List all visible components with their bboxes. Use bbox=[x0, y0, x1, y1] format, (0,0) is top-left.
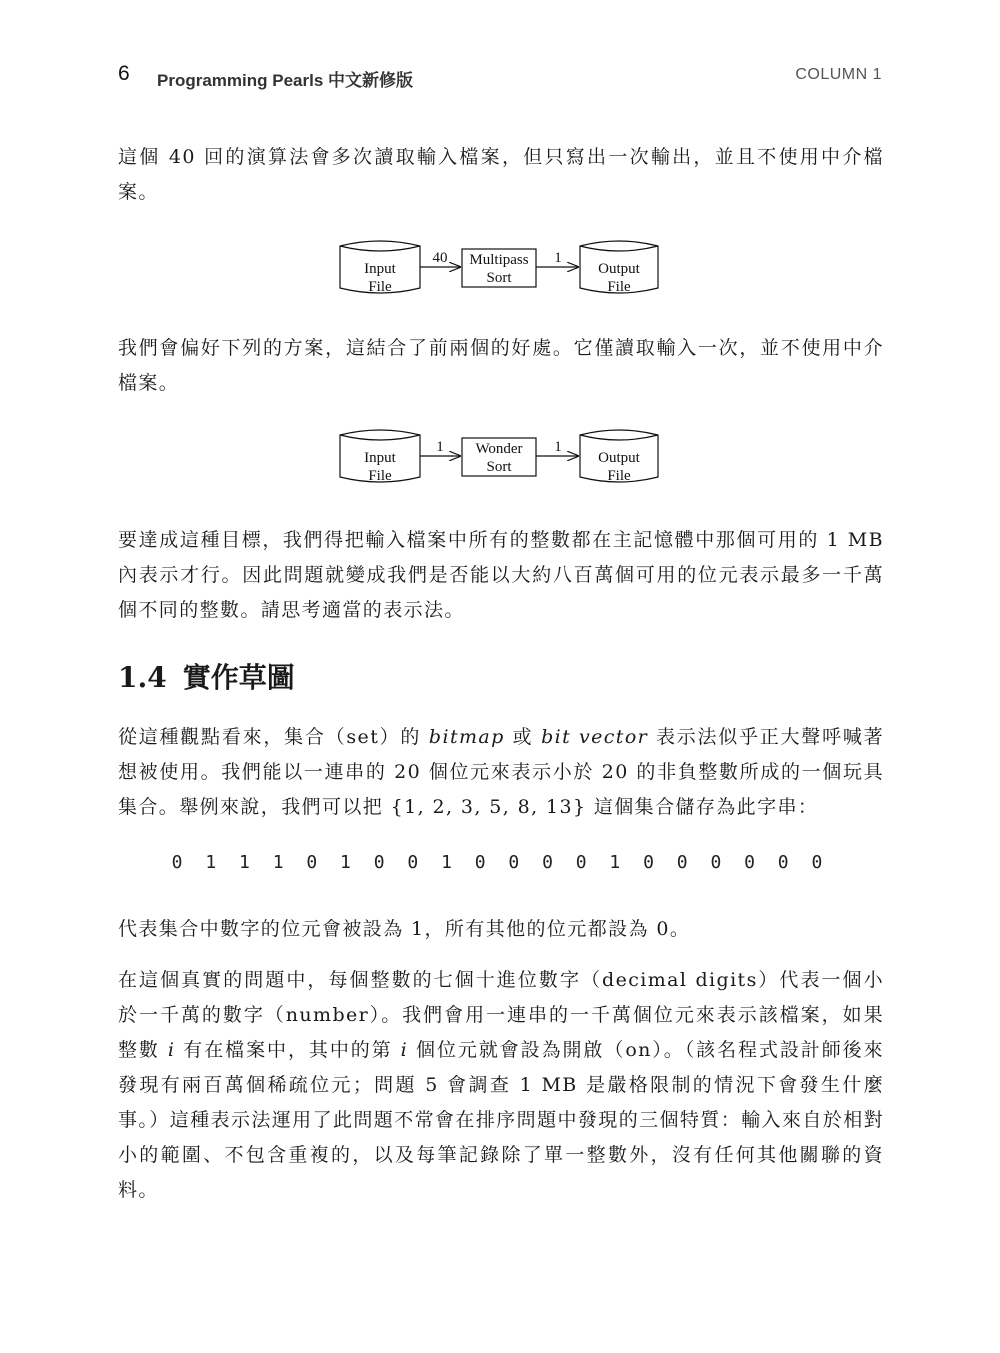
paragraph-3: 要達成這種目標，我們得把輸入檔案中所有的整數都在主記憶體中那個可用的 1 MB 內表示才行。因此問題就變成我們是否能以大約八百萬個可用的位元表示最多一千萬個不同的整數。請思考適當的表示法。 bbox=[118, 529, 884, 621]
input-file-cylinder bbox=[340, 430, 420, 484]
paragraph-2: 我們會偏好下列的方案，這結合了前兩個的好處。它僅讀取輸入一次，並不使用中介檔案。 bbox=[118, 337, 884, 394]
section-heading bbox=[118, 655, 295, 701]
paragraph-5: 代表集合中數字的位元會被設為 1，所有其他的位元都設為 0。 bbox=[118, 918, 691, 940]
flow-diagram-multipass bbox=[330, 236, 670, 308]
paragraph-6-text-c: 有在檔案中，其中的第 bbox=[175, 1039, 401, 1061]
paragraph-4-text-a: 從這種觀點看來，集合（set）的 bbox=[118, 726, 429, 748]
variable-i: i bbox=[400, 1039, 409, 1061]
book-title: Programming Pearls 中文新修版 bbox=[157, 71, 414, 90]
process-label-line2: Sort bbox=[486, 459, 512, 475]
term-bitmap: bitmap bbox=[428, 726, 505, 748]
output-label-line2: File bbox=[607, 468, 631, 484]
paragraph-6-text-a: 在這個真實的問題中，每個整數的七個十進位數字（decimal digits）代表一個小於一千萬的數字（number）。我們會用一連串的一千萬個位元來表示該檔案，如果整數 bbox=[118, 969, 884, 1061]
input-file-cylinder bbox=[340, 241, 420, 295]
flow-diagram-wonder bbox=[330, 425, 670, 497]
input-label-line1: Input bbox=[364, 261, 396, 277]
edge-label-passes: 1 bbox=[436, 439, 444, 455]
paragraph-4-text-c: 或 bbox=[504, 726, 542, 748]
edge-label-output: 1 bbox=[554, 250, 562, 266]
section-title: 實作草圖 bbox=[182, 661, 295, 694]
output-label-line1: Output bbox=[598, 450, 640, 466]
term-bit-vector: bit vector bbox=[541, 726, 649, 748]
paragraph-4 bbox=[118, 720, 884, 825]
output-file-cylinder bbox=[580, 430, 658, 484]
input-label-line2: File bbox=[368, 468, 392, 484]
output-label-line1: Output bbox=[598, 261, 640, 277]
paragraph-1: 這個 40 回的演算法會多次讀取輸入檔案，但只寫出一次輸出，並且不使用中介檔案。 bbox=[118, 146, 884, 203]
paragraph-4-text-e: 表示法似乎正大聲呼喊著想被使用。我們能以一連串的 20 個位元來表示小於 20 的非負整數所成的一個玩具集合。舉例來說，我們可以把 {1, 2, 3, 5, 8, 13} 這個集合儲存為此字串： bbox=[118, 726, 884, 818]
output-file-cylinder bbox=[580, 241, 658, 295]
wonder-sort-box bbox=[462, 438, 536, 476]
section-number: 1.4 bbox=[118, 661, 167, 694]
output-label-line2: File bbox=[607, 279, 631, 295]
multipass-sort-box bbox=[462, 249, 536, 287]
input-label-line2: File bbox=[368, 279, 392, 295]
page-header bbox=[118, 60, 882, 94]
column-label: COLUMN 1 bbox=[795, 66, 882, 83]
page-number: 6 bbox=[118, 62, 130, 85]
process-label-line1: Wonder bbox=[475, 441, 523, 457]
input-label-line1: Input bbox=[364, 450, 396, 466]
paragraph-6-text-e: 個位元就會設為開啟（on）。（該名程式設計師後來發現有兩百萬個稀疏位元；問題 5 會調查 1 MB 是嚴格限制的情況下會發生什麼事。）這種表示法運用了此問題不常會在排序問題中發現的三個特質：輸入來自於相對小的範圍、不包含重複的，以及每筆記錄除了單一整數外，沒有任何其他關聯的資料。 bbox=[118, 1039, 884, 1201]
process-label-line1: Multipass bbox=[469, 252, 529, 268]
process-label-line2: Sort bbox=[486, 270, 512, 286]
bit-string: 0 1 1 1 0 1 0 0 1 0 0 0 0 1 0 0 0 0 0 0 bbox=[171, 852, 829, 873]
paragraph-6 bbox=[118, 963, 884, 1208]
edge-label-passes: 40 bbox=[432, 250, 448, 266]
edge-label-output: 1 bbox=[554, 439, 562, 455]
variable-i: i bbox=[167, 1039, 176, 1061]
